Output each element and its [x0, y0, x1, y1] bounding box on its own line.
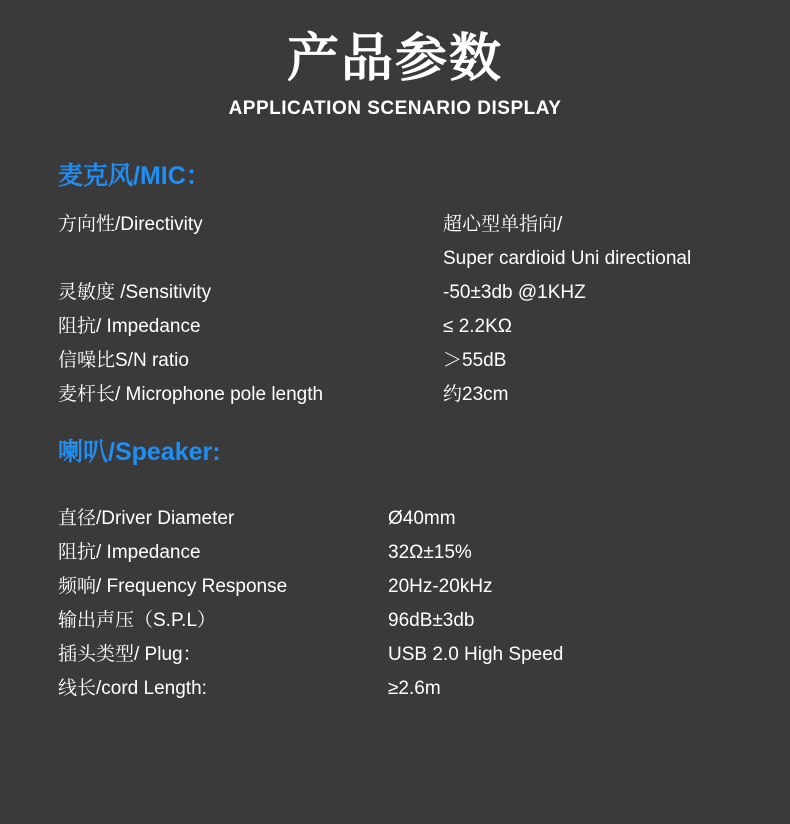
table-row — [58, 502, 758, 536]
spec-label: 麦杆长/ Microphone pole length — [58, 383, 324, 405]
spec-value — [443, 208, 758, 276]
spec-value: 96dB±3db — [388, 609, 475, 631]
table-row — [58, 208, 758, 276]
spec-value: 32Ω±15% — [388, 541, 472, 563]
table-row — [58, 276, 758, 310]
spec-label: 直径/Driver Diameter — [58, 507, 235, 529]
spec-table-microphone — [58, 208, 758, 412]
table-row — [58, 378, 758, 412]
table-row — [58, 672, 758, 706]
section-title-microphone: 麦克风/MIC： — [58, 161, 211, 190]
spec-label: 线长/cord Length: — [58, 677, 207, 699]
spec-value: Ø40mm — [388, 507, 456, 529]
section-spacer — [58, 484, 790, 502]
spec-value: ≤ 2.2KΩ — [443, 315, 512, 337]
spec-value: 约23cm — [443, 383, 509, 405]
spec-label: 输出声压（S.P.L） — [58, 609, 217, 631]
section-microphone — [0, 156, 790, 412]
spec-value: USB 2.0 High Speed — [388, 643, 564, 665]
section-title-speaker: 喇叭/Speaker: — [58, 437, 221, 466]
table-row — [58, 310, 758, 344]
section-speaker — [0, 432, 790, 706]
table-row — [58, 344, 758, 378]
spec-label: 频响/ Frequency Response — [58, 575, 288, 597]
spec-value: ＞55dB — [443, 349, 507, 371]
page-title-cn: 产品参数 — [286, 30, 503, 88]
spec-value-line2: Super cardioid Uni directional — [443, 247, 692, 269]
spec-value: ≥2.6m — [388, 677, 441, 699]
spec-label: 阻抗/ Impedance — [58, 541, 201, 563]
spec-label: 方向性/Directivity — [58, 213, 203, 235]
spec-label: 信噪比S/N ratio — [58, 349, 189, 371]
spec-label: 阻抗/ Impedance — [58, 315, 201, 337]
spec-value: 20Hz-20kHz — [388, 575, 493, 597]
spec-table-speaker — [58, 502, 758, 706]
page-header — [0, 0, 790, 120]
table-row — [58, 638, 758, 672]
spec-value-line1: 超心型单指向/ — [443, 213, 563, 235]
page-title-en: APPLICATION SCENARIO DISPLAY — [228, 97, 562, 119]
spec-label: 灵敏度 /Sensitivity — [58, 281, 212, 303]
table-row — [58, 570, 758, 604]
spec-label: 插头类型/ Plug： — [58, 643, 202, 665]
spec-value: -50±3db @1KHZ — [443, 281, 586, 303]
table-row — [58, 536, 758, 570]
table-row — [58, 604, 758, 638]
